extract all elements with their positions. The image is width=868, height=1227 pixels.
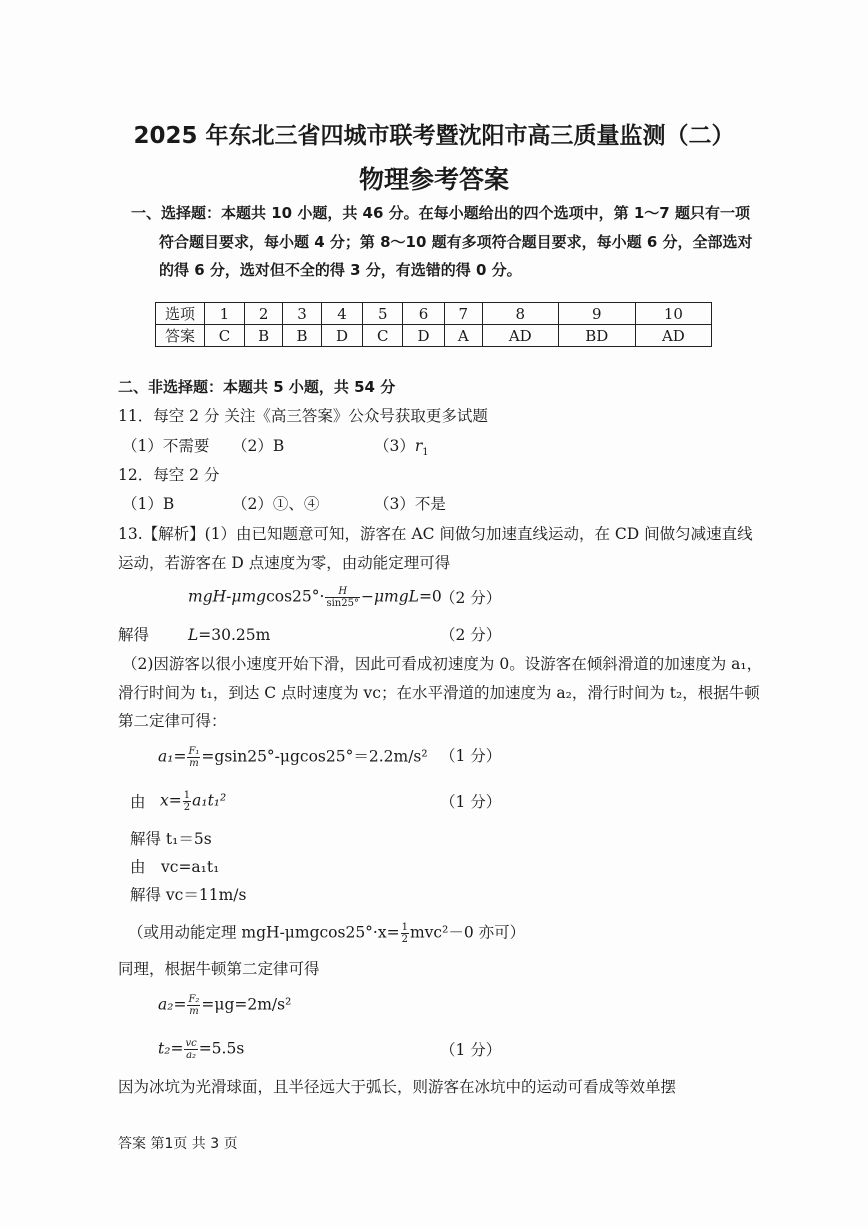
- question-number-cell: 10: [635, 303, 711, 325]
- q12-answer-2: （2）①、④: [232, 495, 320, 513]
- q11-answer-3-var: r: [414, 437, 423, 455]
- eq1-term-c: −μmgL: [360, 587, 419, 606]
- question-number-cell: 5: [363, 303, 403, 325]
- table-header-cell: 选项: [156, 303, 205, 325]
- table-header-cell: 答案: [156, 325, 205, 347]
- q11-answer-3: [374, 436, 429, 463]
- eq5-fraction: [187, 994, 200, 1017]
- equation-acceleration-2: [158, 994, 291, 1017]
- eq5-denominator: m: [189, 1006, 199, 1017]
- q13-paragraph2-line2: 滑行时间为 t₁，到达 C 点时速度为 vc；在水平滑道的加速度为 a₂，滑行时间为 t₂，根据牛顿: [118, 684, 760, 702]
- solution-velocity: 解得 vc＝11m/s: [130, 886, 247, 904]
- document-title: 2025 年东北三省四城市联考暨沈阳市高三质量监测（二）: [133, 123, 735, 149]
- q13-last-line: 因为冰坑为光滑球面，且半径远大于弧长，则游客在冰坑中的运动可看成等效单摆: [118, 1078, 677, 1096]
- q13-paragraph2-line1: （2)因游客以很小速度开始下滑，因此可看成初速度为 0。设游客在倾斜滑道的加速度为 a₁，: [122, 655, 763, 673]
- answer-cell: BD: [558, 325, 635, 347]
- answer-cell: C: [363, 325, 403, 347]
- question-number-cell: 9: [558, 303, 635, 325]
- eq1-score: （2 分）: [440, 589, 502, 607]
- eq3-label: 由: [130, 793, 146, 811]
- answer-cell: D: [321, 325, 363, 347]
- answer-table-answer-row: [156, 325, 712, 347]
- solution-score: （2 分）: [440, 626, 502, 644]
- alt-denominator: 2: [401, 934, 408, 945]
- q12-title: 12．每空 2 分: [118, 466, 220, 484]
- q12-answer-1: （1）B: [122, 495, 175, 513]
- answer-cell: B: [283, 325, 321, 347]
- answer-table-question-row: [156, 303, 712, 325]
- section1-instructions-line2: 符合题目要求，每小题 4 分；第 8～10 题有多项符合题目要求，每小题 6 分，全部选对: [159, 233, 753, 251]
- eq1-denominator: sin25°: [326, 598, 359, 609]
- q12-answer-3: （3）不是: [374, 495, 446, 513]
- equation-acceleration-1: [158, 746, 428, 769]
- eq1-fraction: [325, 586, 360, 609]
- eq5-rhs: =μg=2m/s²: [201, 995, 292, 1014]
- document-subtitle: 物理参考答案: [358, 165, 509, 194]
- eq1-term-d: =0: [418, 587, 442, 606]
- answer-cell: AD: [635, 325, 711, 347]
- q13-paragraph1-line1: 13.【解析】(1）由已知题意可知，游客在 AC 间做匀加速直线运动，在 CD 间做匀减速直线: [118, 525, 753, 543]
- alt-numerator: 1: [401, 922, 408, 933]
- page-footer: 答案 第1页 共 3 页: [118, 1136, 238, 1152]
- equation-energy-theorem: [188, 586, 442, 609]
- eq6-score: （1 分）: [440, 1041, 502, 1059]
- question-number-cell: 4: [321, 303, 363, 325]
- eq6-lhs: t₂=: [158, 1039, 184, 1058]
- question-number-cell: 2: [244, 303, 282, 325]
- question-number-cell: 8: [482, 303, 558, 325]
- question-number-cell: 3: [283, 303, 321, 325]
- eq3-rhs: a₁t₁²: [192, 791, 227, 810]
- q11-answer-3-prefix: （3）: [374, 437, 415, 455]
- equation-velocity: 由 vc=a₁t₁: [130, 858, 220, 876]
- eq3-denominator: 2: [183, 802, 191, 813]
- alt-prefix: （或用动能定理 mgH-μmgcos25°·x=: [128, 923, 400, 942]
- solution-time-1: 解得 t₁＝5s: [130, 830, 212, 848]
- eq2-fraction: [187, 746, 200, 769]
- eq6-fraction: [184, 1038, 197, 1061]
- answer-cell: AD: [482, 325, 558, 347]
- eq2-rhs: =gsin25°-μgcos25°＝2.2m/s²: [201, 747, 428, 766]
- q13-paragraph2-line3: 第二定律可得：: [118, 712, 227, 730]
- question-number-cell: 6: [403, 303, 445, 325]
- solution-length: [188, 625, 270, 645]
- answer-cell: C: [205, 325, 245, 347]
- question-number-cell: 1: [205, 303, 245, 325]
- eq5-numerator: F₂: [188, 994, 200, 1005]
- question-number-cell: 7: [444, 303, 482, 325]
- eq1-term-b: cos25°·: [266, 587, 325, 606]
- section1-instructions-line3: 的得 6 分，选对但不全的得 3 分，有选错的得 0 分。: [159, 261, 522, 279]
- eq3-score: （1 分）: [440, 793, 502, 811]
- eq3-fraction: [183, 790, 191, 813]
- eq2-score: （1 分）: [440, 747, 502, 765]
- alt-fraction: [401, 922, 409, 945]
- section1-instructions-line1: 一、选择题：本题共 10 小题，共 46 分。在每小题给出的四个选项中，第 1～7 题只有一项: [131, 204, 750, 222]
- answer-cell: D: [403, 325, 445, 347]
- q11-title: 11．每空 2 分 关注《高三答案》公众号获取更多试题: [118, 407, 488, 425]
- alternative-method-note: [128, 922, 525, 945]
- section2-heading: 二、非选择题：本题共 5 小题，共 54 分: [118, 378, 396, 396]
- solution-length-var: L: [188, 626, 199, 644]
- eq6-denominator: a₂: [186, 1050, 197, 1061]
- eq6-rhs: =5.5s: [198, 1039, 245, 1058]
- eq6-numerator: vc: [185, 1038, 197, 1049]
- q11-answer-2: （2）B: [232, 437, 285, 455]
- q11-answer-1: （1）不需要: [122, 437, 210, 455]
- eq3-numerator: 1: [183, 790, 191, 801]
- eq3-lhs: x=: [160, 791, 182, 810]
- equation-displacement: [160, 790, 226, 813]
- same-reasoning-line: 同理，根据牛顿第二定律可得: [118, 960, 320, 978]
- eq2-lhs: a₁=: [158, 747, 187, 766]
- answer-cell: B: [244, 325, 282, 347]
- equation-time-2: [158, 1038, 244, 1061]
- eq5-lhs: a₂=: [158, 995, 187, 1014]
- eq1-term-a: mgH-μmg: [188, 587, 267, 606]
- eq2-numerator: F₁: [188, 746, 200, 757]
- alt-suffix: mvc²－0 亦可）: [409, 923, 526, 942]
- solution-label: 解得: [118, 626, 150, 644]
- answer-cell: A: [444, 325, 482, 347]
- q11-answer-3-sub: 1: [422, 447, 429, 459]
- answer-table: [155, 302, 712, 347]
- solution-length-value: =30.25m: [198, 626, 271, 644]
- eq1-numerator: H: [338, 586, 348, 597]
- q13-paragraph1-line2: 运动，若游客在 D 点速度为零，由动能定理可得: [118, 554, 451, 572]
- eq2-denominator: m: [189, 758, 199, 769]
